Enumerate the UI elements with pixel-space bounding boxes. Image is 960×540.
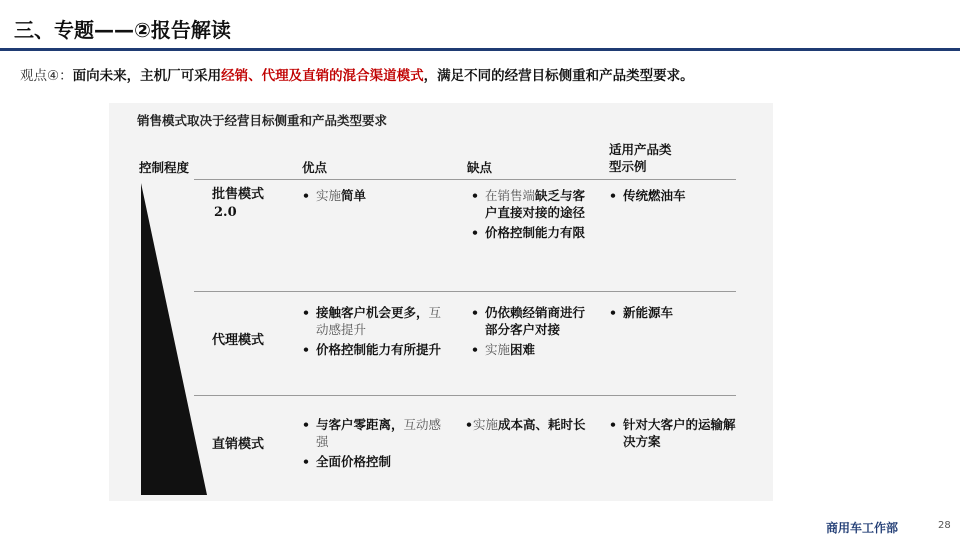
list-item: • 与客户零距离，互动感强: [302, 416, 447, 450]
list-item: • 新能源车: [609, 304, 739, 321]
list-item: • 实施简单: [302, 187, 447, 204]
list-item: • 全面价格控制: [302, 453, 447, 470]
row3-pros: [302, 416, 447, 473]
control-degree-triangle: [141, 183, 207, 495]
row-label-wholesale: [212, 186, 264, 222]
row2-products: [609, 304, 739, 324]
row-label-direct: 直销模式: [212, 437, 265, 452]
row1-pros: [302, 187, 447, 207]
row-divider-1: [194, 291, 736, 292]
title-bar: [0, 0, 960, 54]
row3-products: [609, 416, 739, 453]
row1-products: [609, 187, 739, 207]
row-label-agency: 代理模式: [212, 333, 265, 348]
viewpoint-prefix: 观点④：: [20, 68, 73, 84]
viewpoint-text-after: ，满足不同的经营目标侧重和产品类型要求。: [423, 68, 694, 84]
list-item: • 实施成本高、耗时长: [465, 416, 589, 433]
list-item: • 仍依赖经销商进行部分客户对接: [471, 304, 595, 338]
sales-model-figure: [109, 103, 773, 501]
viewpoint-statement: [20, 64, 694, 84]
header-products-line1: 适用产品类: [609, 142, 672, 157]
header-products: [609, 141, 672, 175]
row-divider-2: [194, 395, 736, 396]
row1-cons: [471, 187, 595, 244]
row3-cons: [465, 416, 589, 436]
header-control: 控制程度: [139, 160, 190, 175]
page-number: 28: [938, 520, 951, 531]
list-item: • 传统燃油车: [609, 187, 739, 204]
row2-cons: [471, 304, 595, 361]
row-label-wholesale-line2: 2.0: [214, 205, 237, 220]
list-item: • 实施困难: [471, 341, 595, 358]
viewpoint-text-before: 面向未来，主机厂可采用: [72, 68, 222, 84]
list-item: • 针对大客户的运输解决方案: [609, 416, 739, 450]
row-label-wholesale-line1: 批售模式: [212, 187, 265, 202]
list-item: • 在销售端缺乏与客户直接对接的途径: [471, 187, 595, 221]
list-item: • 接触客户机会更多，互动感提升: [302, 304, 447, 338]
footer-department: 商用车工作部: [826, 521, 899, 535]
list-item: • 价格控制能力有限: [471, 224, 595, 241]
header-products-line2: 型示例: [609, 159, 647, 174]
row2-pros: [302, 304, 447, 361]
header-divider: [194, 179, 736, 180]
header-cons: 缺点: [467, 160, 493, 175]
title-underline: [0, 48, 960, 51]
header-pros: 优点: [302, 160, 328, 175]
figure-title: 销售模式取决于经营目标侧重和产品类型要求: [137, 113, 388, 128]
slide-title: 三、专题——②报告解读: [14, 18, 231, 42]
viewpoint-highlight: 经销、代理及直销的混合渠道模式: [221, 68, 424, 84]
list-item: • 价格控制能力有所提升: [302, 341, 447, 358]
